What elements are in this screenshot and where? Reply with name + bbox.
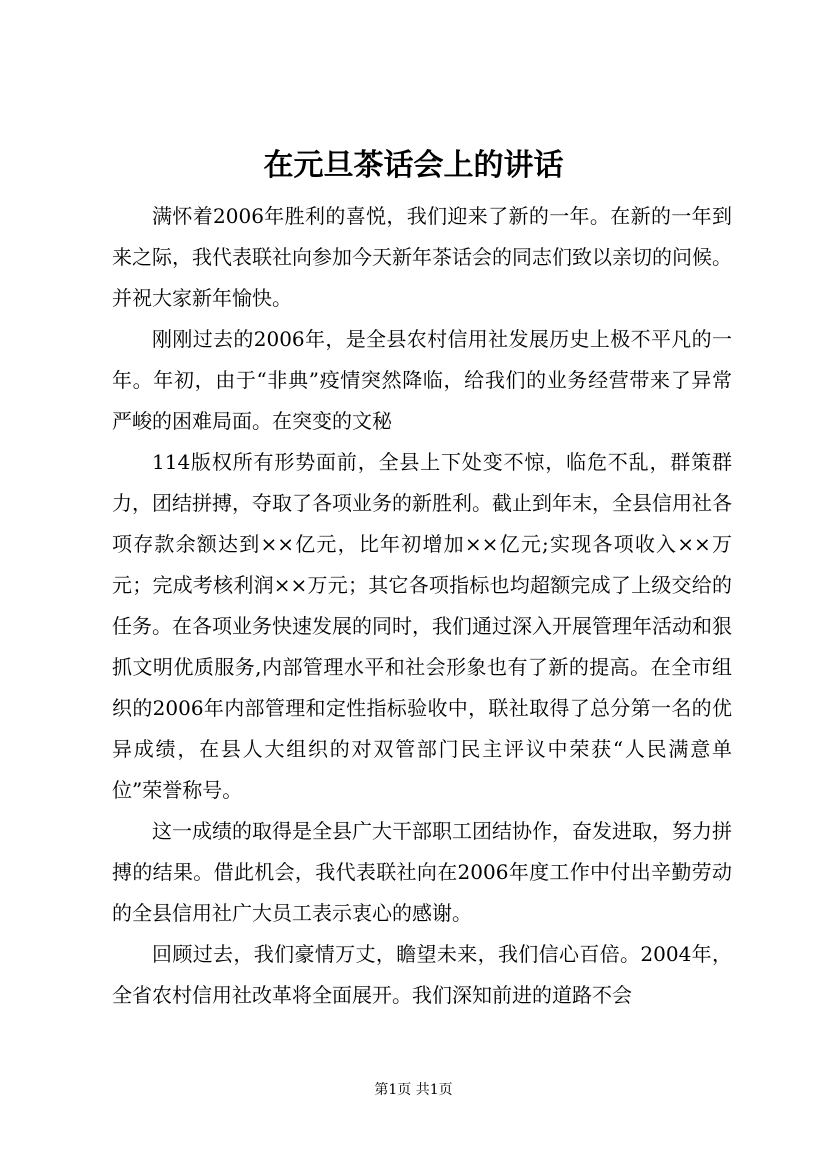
paragraph-3: 114版权所有形势面前，全县上下处变不惊，临危不乱，群策群力，团结拼搏，夺取了各项业务的新胜利。截止到年末，全县信用社各项存款余额达到××亿元，比年初增加××亿元;实现各项收入××万元；完成考核利润××万元；其它各项指标也均超额完成了上级交给的任务。在各项业务快速发展的同时，我们通过深入开展管理年活动和狠抓文明优质服务,内部管理水平和社会形象也有了新的提高。在全市组织的2006年内部管理和定性指标验收中，联社取得了总分第一名的优异成绩，在县人大组织的对双管部门民主评议中荣获“人民满意单位”荣誉称号。 bbox=[112, 450, 732, 802]
paragraph-2: 刚刚过去的2006年，是全县农村信用社发展历史上极不平凡的一年。年初，由于“非典”疫情突然降临，给我们的业务经营带来了异常严峻的困难局面。在突变的文秘 bbox=[112, 327, 732, 433]
page-footer: 第1页 共1页 bbox=[374, 1082, 453, 1098]
document-body bbox=[112, 196, 732, 1016]
paragraph-5: 回顾过去，我们豪情万丈，瞻望未来，我们信心百倍。2004年，全省农村信用社改革将全面展开。我们深知前进的道路不会 bbox=[112, 942, 732, 1007]
document-title: 在元旦茶话会上的讲话 bbox=[263, 148, 564, 183]
paragraph-1: 满怀着2006年胜利的喜悦，我们迎来了新的一年。在新的一年到来之际，我代表联社向参加今天新年茶话会的同志们致以亲切的问候。并祝大家新年愉快。 bbox=[112, 204, 732, 310]
paragraph-4: 这一成绩的取得是全县广大干部职工团结协作，奋发进取，努力拼搏的结果。借此机会，我代表联社向在2006年度工作中付出辛勤劳动的全县信用社广大员工表示衷心的感谢。 bbox=[112, 819, 732, 925]
